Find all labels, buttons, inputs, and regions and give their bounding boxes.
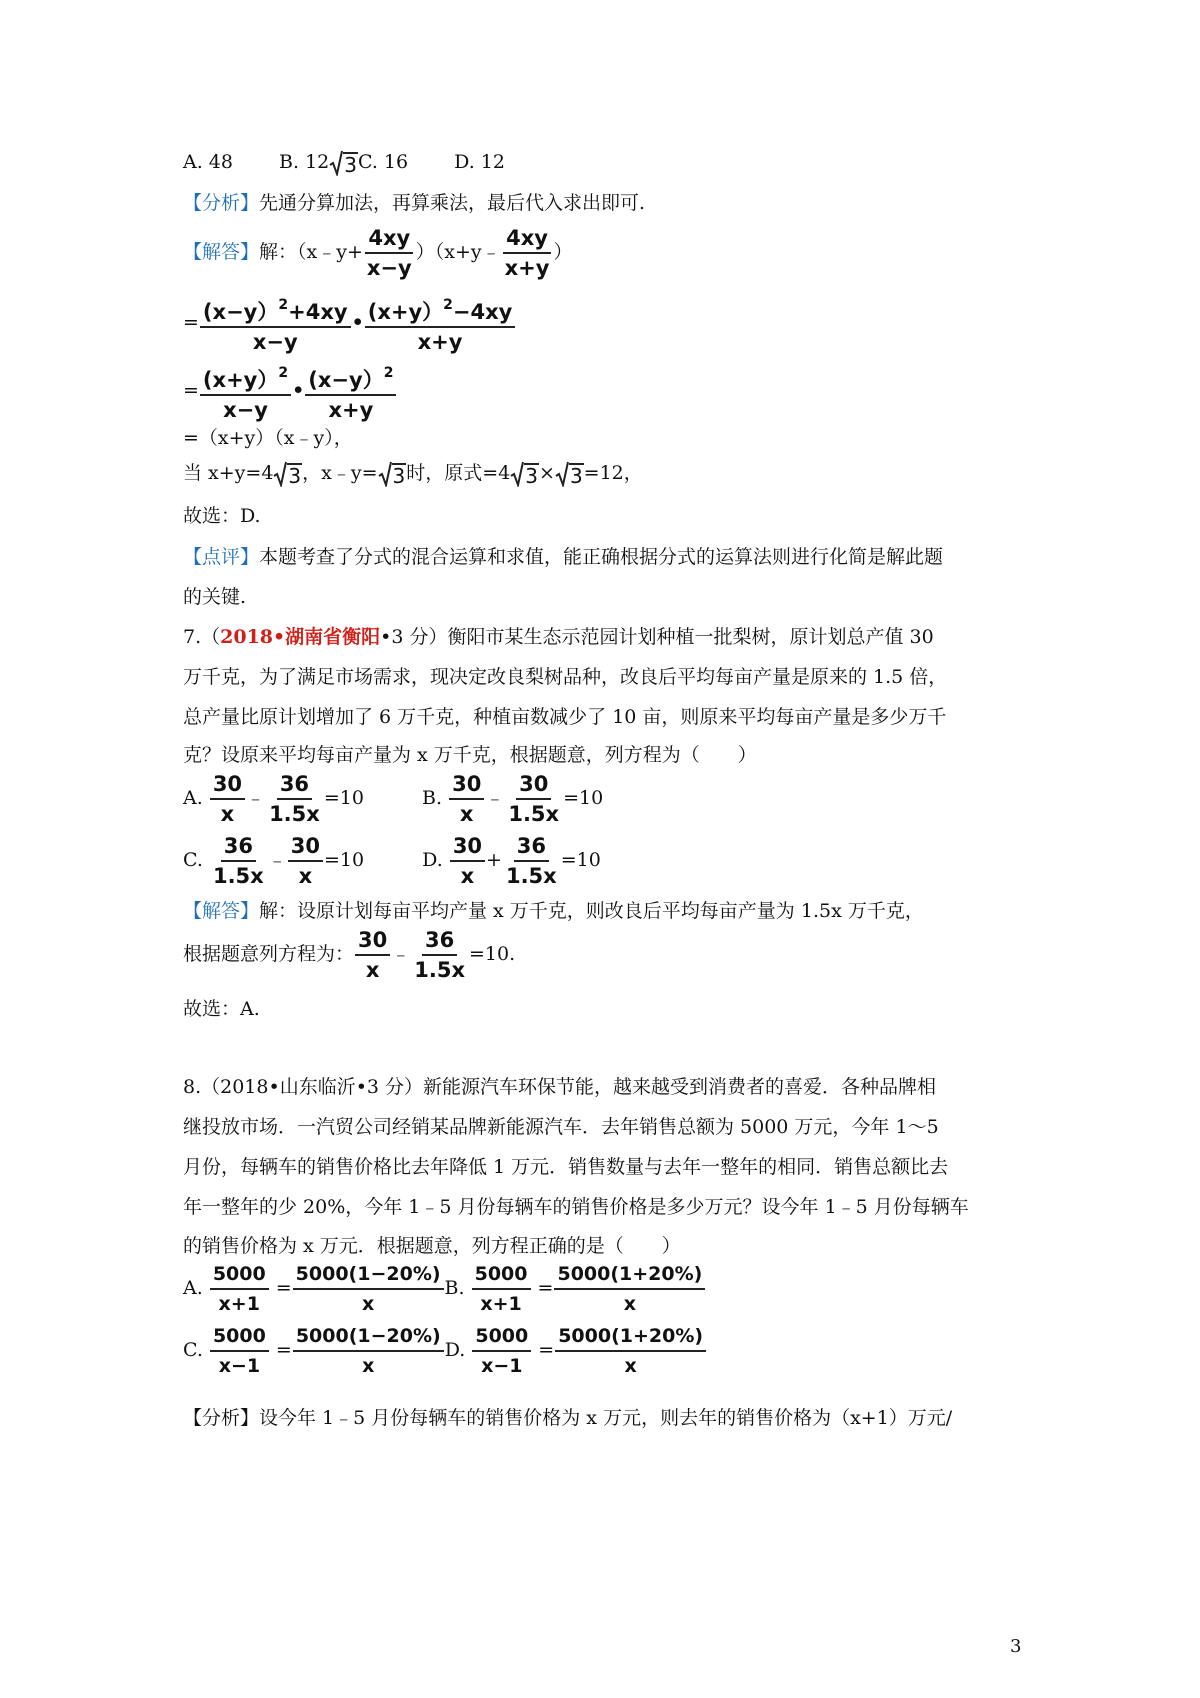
solution-tag: 【解答】: [183, 900, 260, 922]
fraction: $\frac{5000(1+20\%)}{x}$: [554, 1262, 705, 1316]
q7-answer: 故选：A.: [183, 998, 260, 1020]
fraction: $\frac{30}{x}$: [355, 928, 390, 982]
q6-solution-line1: 【解答】解：（x﹣y+ $\frac{4xy}{x-y}$ ）（x+y﹣ $\frac{4xy}{x+y}$ ）: [183, 226, 573, 280]
fraction: $\frac{(x-y)^2+4xy}{x-y}$: [200, 293, 351, 354]
fraction: $\frac{4xy}{x-y}$: [366, 226, 412, 280]
fraction: $\frac{30}{x}$: [450, 834, 485, 888]
fraction: $\frac{5000(1-20\%)}{x}$: [293, 1324, 444, 1378]
option-c: C.: [183, 849, 203, 871]
q6-step4: =（x+y）（x﹣y），: [183, 427, 353, 449]
q8-options-ab: A. $\frac{5000}{x+1}$ = $\frac{5000(1-20\%)}{x}$ B. $\frac{5000}{x+1}$ = $\frac{5000(1+20\%)}{x}$: [183, 1262, 706, 1316]
sqrt-symbol: 3: [555, 461, 584, 487]
analysis-tag: 【分析】: [183, 192, 260, 214]
fraction: $\frac{30}{x}$: [288, 834, 323, 888]
sqrt-symbol: 3: [329, 150, 358, 176]
q7-line2: 万千克，为了满足市场需求，现决定改良梨树品种，改良后平均每亩产量是原来的 1.5 倍，: [183, 666, 948, 688]
fraction: $\frac{(x+y)^2}{x-y}$: [200, 361, 291, 422]
option-a: A.: [183, 1277, 203, 1299]
option-a: A. 48: [183, 151, 233, 173]
q6-answer: 故选：D.: [183, 505, 261, 527]
q7-options-ab: A. $\frac{30}{x}$ ﹣ $\frac{36}{1.5x}$ =10 B. $\frac{30}{x}$ ﹣ $\frac{30}{1.5x}$ =10: [183, 772, 604, 826]
fraction: $\frac{5000}{x-1}$: [210, 1324, 269, 1378]
solution-tag: 【解答】: [183, 241, 260, 263]
fraction: $\frac{36}{1.5x}$: [505, 834, 557, 888]
q7-solution: 【解答】解：设原计划每亩平均产量 x 万千克，则改良后平均每亩产量为 1.5x 万千克，: [183, 900, 924, 922]
page-number: 3: [1010, 1636, 1022, 1657]
fraction: $\frac{(x-y)^2}{x+y}$: [305, 361, 396, 422]
q6-step2: = $\frac{(x-y)^2+4xy}{x-y}$ • $\frac{(x+y)^2-4xy}{x+y}$: [183, 293, 516, 354]
q7-source: 2018•湖南省衡阳: [220, 626, 381, 648]
fraction: $\frac{5000(1+20\%)}{x}$: [555, 1324, 706, 1378]
sqrt-symbol: 3: [378, 461, 407, 487]
option-d: D. 12: [454, 151, 505, 173]
option-c: C. 16: [357, 151, 409, 173]
sqrt-symbol: 3: [273, 461, 302, 487]
q7-line4: 克？设原来平均每亩产量为 x 万千克，根据题意，列方程为（ ）: [183, 744, 757, 766]
sqrt-symbol: 3: [510, 461, 539, 487]
q8-line1: 8.（2018•山东临沂•3 分）新能源汽车环保节能，越来越受到消费者的喜爱．各种品牌相: [183, 1076, 937, 1098]
option-d: D.: [444, 1339, 466, 1361]
q8-options-cd: C. $\frac{5000}{x-1}$ = $\frac{5000(1-20\%)}{x}$ D. $\frac{5000}{x-1}$ = $\frac{5000(1+20\%)}{x}$: [183, 1324, 707, 1378]
fraction: $\frac{5000}{x-1}$: [472, 1324, 531, 1378]
q6-comment: 【点评】本题考查了分式的混合运算和求值，能正确根据分式的运算法则进行化简是解此题: [183, 546, 944, 568]
fraction: $\frac{36}{1.5x}$: [212, 834, 264, 888]
option-b: B. 12: [279, 151, 330, 173]
option-b: B.: [444, 1277, 465, 1299]
fraction: $\frac{36}{1.5x}$: [414, 928, 466, 982]
option-a: A.: [183, 787, 203, 809]
fraction: $\frac{36}{1.5x}$: [269, 772, 320, 826]
comment-tag: 【点评】: [183, 546, 260, 568]
q6-analysis: 【分析】先通分算加法，再算乘法，最后代入求出即可.: [183, 192, 646, 214]
option-c: C.: [183, 1339, 203, 1361]
option-d: D.: [422, 849, 443, 871]
fraction: $\frac{5000(1-20\%)}{x}$: [293, 1262, 444, 1316]
option-b: B.: [422, 787, 443, 809]
fraction: $\frac{30}{1.5x}$: [508, 772, 560, 826]
q6-comment-cont: 的关键.: [183, 586, 247, 608]
fraction: $\frac{5000}{x+1}$: [210, 1262, 269, 1316]
q7-options-cd: C. $\frac{36}{1.5x}$ ﹣ $\frac{30}{x}$ =10 D. $\frac{30}{x}$ + $\frac{36}{1.5x}$ =10: [183, 834, 601, 888]
q8-line3: 月份，每辆车的销售价格比去年降低 1 万元．销售数量与去年一整年的相同．销售总额比去: [183, 1156, 949, 1178]
q6-step5: 当 x+y=4 3 ，x﹣y= 3 时，原式=4 3 × 3 =12，: [183, 462, 643, 488]
fraction: $\frac{(x+y)^2-4xy}{x+y}$: [365, 293, 516, 354]
analysis-tag: 【分析】: [183, 1407, 260, 1429]
q7-line1: 7.（2018•湖南省衡阳•3 分）衡阳市某生态示范园计划种植一批梨树，原计划总产值 30: [183, 626, 934, 648]
q8-line4: 年一整年的少 20%，今年 1﹣5 月份每辆车的销售价格是多少万元？设今年 1﹣5 月份每辆车: [183, 1196, 969, 1218]
q7-solution-eq: 根据题意列方程为： $\frac{30}{x}$ ﹣ $\frac{36}{1.5x}$ =10.: [183, 928, 516, 982]
q6-step3: = $\frac{(x+y)^2}{x-y}$ • $\frac{(x-y)^2}{x+y}$: [183, 361, 397, 422]
fraction: $\frac{5000}{x+1}$: [472, 1262, 531, 1316]
fraction: $\frac{4xy}{x+y}$: [504, 226, 550, 280]
prev-options-line: [183, 149, 505, 176]
q7-line3: 总产量比原计划增加了 6 万千克，种植亩数减少了 10 亩，则原来平均每亩产量是多少万千: [183, 706, 947, 728]
q8-line5: 的销售价格为 x 万元．根据题意，列方程正确的是（ ）: [183, 1235, 681, 1257]
fraction: $\frac{30}{x}$: [210, 772, 245, 826]
fraction: $\frac{30}{x}$: [449, 772, 484, 826]
q8-line2: 继投放市场．一汽贸公司经销某品牌新能源汽车．去年销售总额为 5000 万元，今年 1～5: [183, 1116, 939, 1138]
q8-analysis: 【分析】设今年 1﹣5 月份每辆车的销售价格为 x 万元，则去年的销售价格为（x+1）万元/: [183, 1407, 953, 1429]
